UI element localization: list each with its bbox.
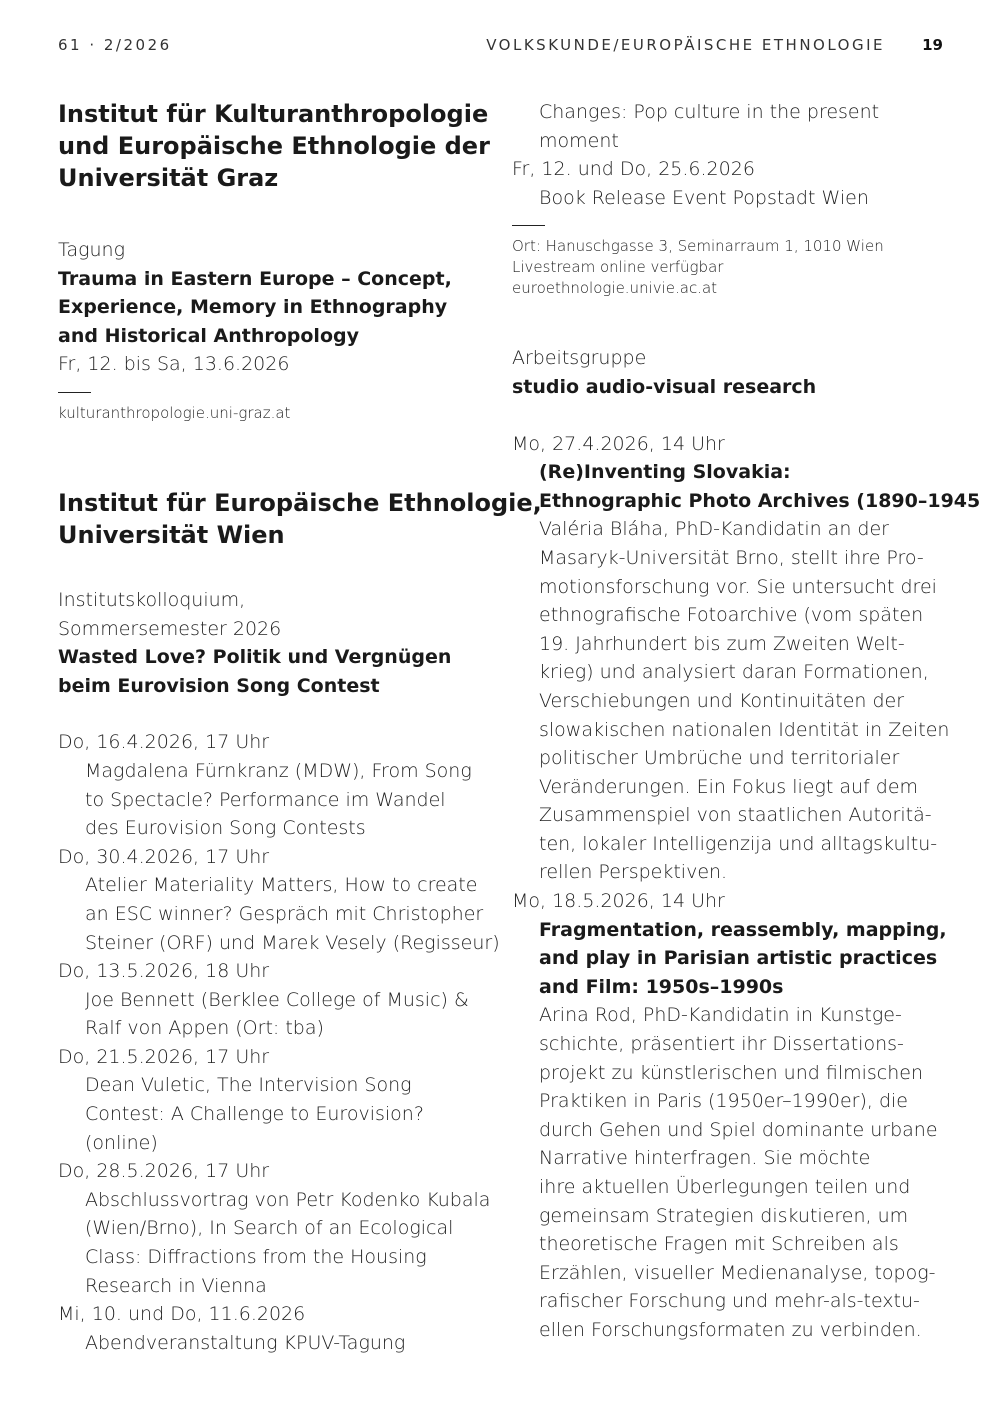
description-line: rellen Perspektiven. [539, 861, 728, 884]
title-line: und Europäische Ethnologie der [58, 132, 490, 160]
description-line: Zusammenspiel von staatlichen Autoritä- [539, 804, 932, 827]
series-title-line: beim Eurovision Song Contest [58, 674, 380, 697]
event-title-line: Experience, Memory in Ethnography [58, 296, 448, 319]
description-line: ellen Forschungsformaten zu verbinden. [539, 1318, 922, 1341]
venue-line: Ort: Hanuschgasse 3, Seminarraum 1, 1010 Wien [512, 237, 884, 256]
event-line: Magdalena Fürnkranz (MDW), From Song [85, 759, 472, 782]
venue-info [512, 236, 952, 299]
event-date: Do, 28.5.2026, 17 Uhr [58, 1160, 270, 1183]
event-line: Atelier Materiality Matters, How to create [85, 874, 478, 897]
event-line: Class: Diffractions from the Housing [85, 1246, 427, 1269]
event-list [58, 728, 498, 1357]
event-item [58, 1300, 498, 1357]
event-line: (online) [85, 1131, 158, 1154]
title-line: Institut für Europäische Ethnologie, [58, 488, 542, 517]
description-line: politischer Umbrüche und territorialer [539, 747, 900, 770]
session-title-line: Ethnographic Photo Archives (1890–1945 [539, 489, 981, 512]
graz-event-type: Tagung [58, 239, 125, 261]
event-item [58, 843, 498, 957]
description-line: Arina Rod, PhD-Kandidatin in Kunstge- [539, 1004, 902, 1027]
event-date: Do, 30.4.2026, 17 Uhr [58, 845, 270, 868]
title-line: Universität Wien [58, 520, 285, 549]
session-item [512, 887, 952, 1345]
workgroup-name: studio audio-visual research [512, 375, 817, 398]
venue-line: Livestream online verfügbar [512, 258, 724, 277]
type-line: Sommersemester 2026 [58, 617, 282, 640]
event-line: Joe Bennett (Berklee College of Music) & [85, 988, 469, 1011]
event-line: Steiner (ORF) und Marek Vesely (Regisseur) [85, 931, 500, 954]
description-line: gemeinsam Strategien diskutieren, um [539, 1204, 909, 1227]
description-line: motionsforschung vor. Sie untersucht drei [539, 575, 937, 598]
graz-url[interactable]: kulturanthropologie.uni-graz.at [58, 403, 291, 422]
event-line: Abschlussvortrag von Petr Kodenko Kubala [85, 1188, 491, 1211]
workgroup-type: Arbeitsgruppe [512, 347, 647, 370]
description-line: ten, lokaler Intelligenzija und alltagskultu- [539, 832, 938, 855]
description-line: Narrative hinterfragen. Sie möchte [539, 1147, 871, 1170]
event-title-line: and Historical Anthropology [58, 324, 359, 347]
issue-number: 61 · 2/2026 [58, 36, 172, 54]
left-column [58, 98, 542, 1357]
session-title-line: (Re)Inventing Slovakia: [539, 461, 791, 484]
event-line: Book Release Event Popstadt Wien [539, 186, 869, 209]
event-line: Abendveranstaltung KPUV-Tagung [85, 1331, 406, 1354]
right-column [512, 98, 981, 1345]
title-line: Universität Graz [58, 164, 279, 192]
session-title-line: and play in Parisian artistic practices [539, 947, 938, 970]
series-title-line: Wasted Love? Politik und Vergnügen [58, 646, 452, 669]
description-line: projekt zu künstlerischen und filmischen [539, 1061, 923, 1084]
wien-event-type [58, 586, 498, 643]
event-date: Do, 21.5.2026, 17 Uhr [58, 1045, 270, 1068]
divider-rule [58, 392, 91, 393]
event-item [58, 1043, 498, 1157]
event-line: an ESC winner? Gespräch mit Christopher [85, 902, 484, 925]
session-description [512, 515, 952, 887]
graz-event-date: Fr, 12. bis Sa, 13.6.2026 [58, 353, 290, 376]
page-number: 19 [922, 36, 943, 54]
event-line: (Wien/Brno), In Search of an Ecological [85, 1217, 454, 1240]
description-line: Veränderungen. Ein Fokus liegt auf dem [539, 775, 919, 798]
session-item [512, 430, 981, 888]
description-line: theoretische Fragen mit Schreiben als [539, 1233, 899, 1256]
event-date: Do, 13.5.2026, 18 Uhr [58, 960, 270, 983]
event-date: Fr, 12. und Do, 25.6.2026 [512, 158, 755, 181]
title-line: Institut für Kulturanthropologie [58, 100, 489, 128]
description-line: rafischer Forschung und mehr-als-textu- [539, 1290, 920, 1313]
description-line: krieg) und analysiert daran Formationen, [539, 661, 929, 684]
description-line: Valéria Bláha, PhD-Kandidatin an der [539, 518, 889, 541]
event-line: to Spectacle? Performance im Wandel [85, 788, 446, 811]
session-title-line: Fragmentation, reassembly, mapping, [539, 918, 947, 941]
description-line: ihre aktuellen Überlegungen teilen und [539, 1176, 911, 1198]
event-continuation [512, 98, 952, 155]
graz-event-title [58, 265, 498, 351]
session-date: Mo, 18.5.2026, 14 Uhr [512, 890, 725, 913]
event-item [512, 155, 952, 212]
description-line: Masaryk-Universität Brno, stellt ihre Pro- [539, 546, 924, 569]
event-line: Ralf von Appen (Ort: tba) [85, 1017, 324, 1040]
venue-url[interactable]: euroethnologie.univie.ac.at [512, 279, 718, 298]
event-item [58, 728, 498, 842]
running-header [58, 36, 943, 56]
event-date: Mi, 10. und Do, 11.6.2026 [58, 1303, 306, 1326]
description-line: Verschiebungen und Kontinuitäten der [539, 689, 905, 712]
description-line: Praktiken in Paris (1950er–1990er), die [539, 1090, 908, 1113]
journal-title: VOLKSKUNDE/EUROPÄISCHE ETHNOLOGIE [486, 36, 885, 54]
event-line: Dean Vuletic, The Intervision Song [85, 1074, 412, 1097]
event-line: des Eurovision Song Contests [85, 817, 366, 840]
event-title-line: Trauma in Eastern Europe – Concept, [58, 267, 452, 290]
session-title [512, 458, 981, 515]
session-description [512, 1001, 952, 1344]
divider-rule [512, 225, 545, 226]
description-line: slowakischen nationalen Identität in Zeiten [539, 718, 950, 741]
event-line: moment [539, 129, 619, 152]
description-line: schichte, präsentiert ihr Dissertations- [539, 1033, 904, 1056]
event-line: Contest: A Challenge to Eurovision? [85, 1103, 424, 1126]
description-line: durch Gehen und Spiel dominante urbane [539, 1118, 938, 1141]
session-title-line: and Film: 1950s–1990s [539, 975, 784, 998]
event-item [58, 957, 498, 1043]
type-line: Institutskolloquium, [58, 588, 246, 611]
event-line: Research in Vienna [85, 1274, 267, 1297]
wien-series-title [58, 643, 498, 700]
description-line: 19. Jahrhundert bis zum Zweiten Welt- [539, 632, 905, 655]
event-item [58, 1157, 498, 1300]
event-date: Do, 16.4.2026, 17 Uhr [58, 731, 270, 754]
description-line: Erzählen, visueller Medienanalyse, topog- [539, 1261, 936, 1284]
session-date: Mo, 27.4.2026, 14 Uhr [512, 432, 725, 455]
event-line: Changes: Pop culture in the present [539, 101, 880, 123]
wien-institute-title [58, 487, 542, 551]
session-title [512, 916, 952, 1002]
graz-institute-title [58, 98, 498, 194]
description-line: ethnografische Fotoarchive (vom späten [539, 604, 924, 627]
